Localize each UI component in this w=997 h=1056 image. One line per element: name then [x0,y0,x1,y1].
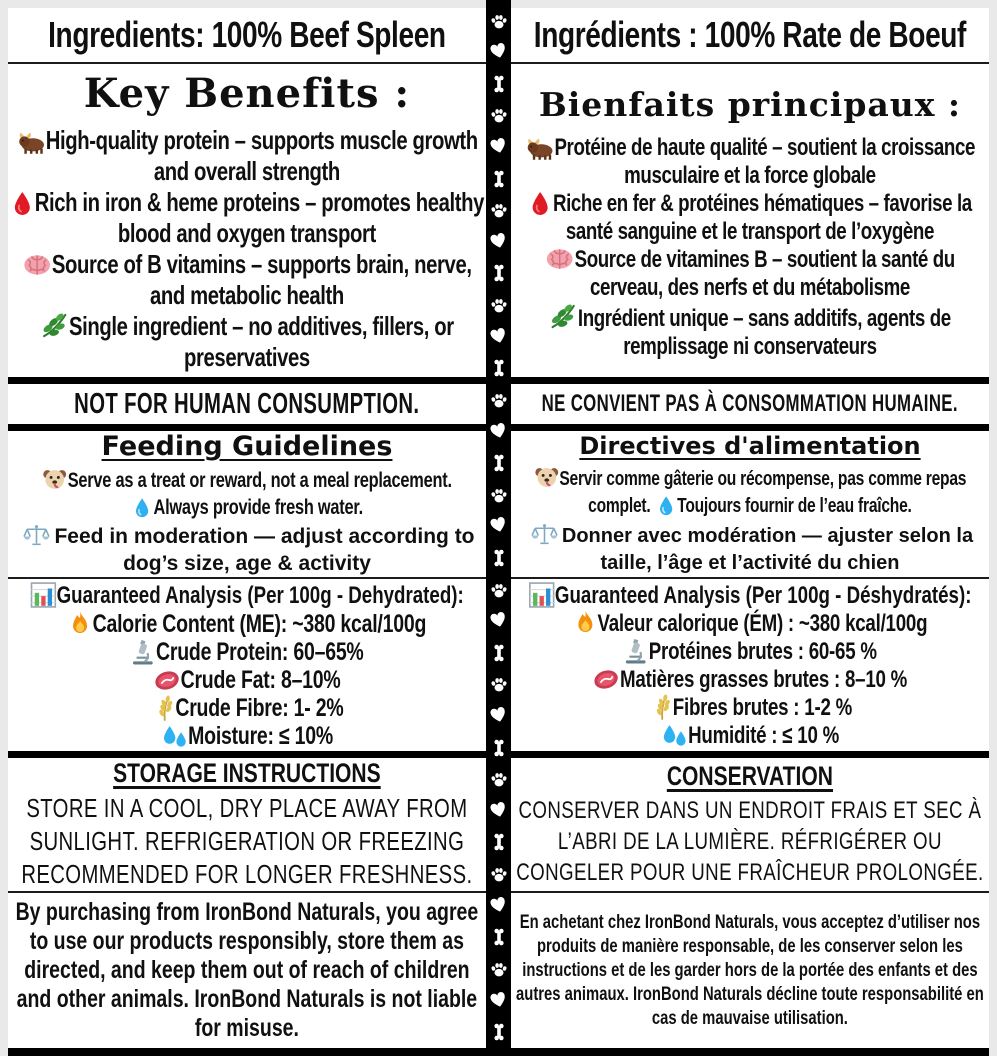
dog-icon [534,465,559,490]
fire-icon [573,610,597,636]
benefit-item [511,302,988,361]
feeding-text: Toujours fournir de l’eau fraîche. [677,494,912,517]
product-title-fr: Ingrédients : 100% Rate de Boeuf [533,14,967,55]
heart-icon [490,233,507,250]
benefit-item [8,311,485,373]
ox-icon [16,131,46,154]
feeding-text: Serve as a treat or reward, not a meal replacement. [67,469,452,492]
analysis-text: Humidité : ≤ 10 % [688,721,840,749]
analysis-item [8,722,485,750]
feeding-line [8,467,485,494]
analysis-heading-text: Guaranteed Analysis (Per 100g - Dehydrated): [56,581,464,609]
dog-icon [42,467,67,492]
benefit-text: Source of B vitamins – supports brain, nerve, and metabolic health [51,249,472,310]
section-feeding-fr [511,431,989,577]
storage-heading-fr: CONSERVATION [666,761,834,791]
benefit-item [511,134,988,190]
heart-icon [490,517,507,534]
benefit-text: High-quality protein – supports muscle growth and overall strength [45,125,478,186]
feeding-heading-en: Feeding Guidelines [101,431,393,462]
analysis-text: Fibres brutes : 1-2 % [672,693,853,721]
benefit-item [511,190,988,246]
benefit-text: Rich in iron & heme proteins – promotes healthy blood and oxygen transport [34,187,485,248]
analysis-text: Crude Fat: 8–10% [180,665,341,694]
heart-icon [490,802,507,819]
droplet-icon [132,496,153,519]
analysis-heading-text: Guaranteed Analysis (Per 100g - Déshydratés): [555,581,972,609]
benefit-item [511,246,988,302]
column-french [511,8,989,1056]
heart-icon [490,328,507,345]
section-divider-bar [8,377,486,384]
herb-icon [40,311,69,340]
heart-icon [490,897,507,914]
analysis-item [511,666,988,694]
section-disclaimer-en [8,893,486,1048]
benefit-text: Protéine de haute qualité – soutient la croissance musculaire et la force globale [554,133,976,189]
water-droplets-icon [161,724,188,749]
section-divider-bar [8,1048,486,1056]
divider-strip [486,0,511,1056]
section-warning-fr [511,384,989,424]
paw-icon [490,297,508,315]
heart-icon [490,43,507,60]
section-benefits-fr [511,64,989,377]
section-divider-bar [8,751,486,758]
benefit-text: Ingrédient unique – sans additifs, agents de remplissage ni conservateurs [577,304,951,360]
feeding-text: Always provide fresh water. [153,496,364,519]
paw-icon [490,582,508,600]
benefits-heading-fr: Bienfaits principaux : [538,84,962,124]
feeding-text: Servir comme gâterie ou récompense, pas comme repas complet. [559,467,967,517]
bone-icon [491,168,507,190]
bone-icon [491,73,507,95]
section-divider-bar [511,1048,989,1056]
analysis-text: Matières grasses brutes : 8–10 % [620,665,908,693]
benefit-text: Riche en fer & protéines hématiques – favorise la santé sanguine et le transport de l’oxygène [553,189,972,245]
section-divider-bar [511,377,989,384]
paw-icon [490,866,508,884]
paw-icon [490,392,508,410]
benefit-item [8,187,485,249]
heart-icon [490,612,507,629]
product-title-en: Ingredients: 100% Beef Spleen [48,14,446,55]
section-warning-en [8,384,486,424]
water-droplets-icon [661,723,688,748]
analysis-item [511,722,988,750]
storage-heading-en: STORAGE INSTRUCTIONS [113,758,381,788]
analysis-text: Crude Fibre: 1- 2% [175,693,344,722]
heart-icon [490,992,507,1009]
section-feeding-en [8,431,486,577]
wheat-icon [648,694,672,720]
benefit-item [8,249,485,311]
disclaimer-text-fr: En achetant chez IronBond Naturals, vous acceptez d’utiliser nos produits de manière responsable, de les conserver selon les instructions et de les garder hors de la portée des enfants et des autres animaux. IronBond Naturals décline toute responsabilité en cas de mauvaise utilisation. [516,911,984,1029]
heart-icon [490,423,507,440]
warning-text-en: NOT FOR HUMAN CONSUMPTION. [74,387,420,420]
feeding-line [8,494,485,521]
meat-icon [154,668,181,693]
section-storage-en [8,758,486,891]
section-title-en [8,8,486,62]
analysis-item [511,638,988,666]
paw-icon [490,13,508,31]
analysis-item [511,694,988,722]
brain-icon [22,252,52,278]
paw-icon [490,676,508,694]
analysis-item [8,610,485,638]
microscope-icon [624,639,649,664]
feeding-line [18,523,477,577]
brain-icon [545,246,575,272]
analysis-heading-fr [511,581,988,610]
analysis-text: Moisture: ≤ 10% [188,721,334,750]
bone-icon [491,357,507,379]
section-disclaimer-fr [511,893,989,1048]
bone-icon [491,926,507,948]
analysis-item [511,610,988,638]
feeding-text: Donner avec modération — ajuster selon la taille, l’âge et l’activité du chien [561,524,974,574]
feeding-text: Feed in moderation — adjust according to dog’s size, age & activity [54,525,475,575]
storage-body-en: STORE IN A COOL, DRY PLACE AWAY FROM SUNLIGHT. REFRIGERATION OR FREEZING RECOMMENDED FOR LONGER FRESHNESS. [21,793,473,889]
meat-icon [593,667,620,692]
analysis-text: Crude Protein: 60–65% [156,637,364,666]
feeding-line [521,522,980,577]
warning-text-fr: NE CONVIENT PAS À CONSOMMATION HUMAINE. [541,390,959,417]
section-storage-fr [511,758,989,891]
paw-icon [490,487,508,505]
bar-chart-icon [30,582,56,608]
heart-icon [490,707,507,724]
section-divider-bar [511,751,989,758]
analysis-item [8,666,485,694]
column-english [8,8,486,1056]
droplet-icon [655,494,676,517]
analysis-text: Calorie Content (ME): ~380 kcal/100g [92,609,427,638]
herb-icon [549,302,578,331]
feeding-heading-fr: Directives d'alimentation [579,431,921,460]
fire-icon [68,611,92,637]
section-analysis-fr [511,579,989,751]
benefits-heading-en: Key Benefits : [83,70,411,117]
analysis-item [8,638,485,666]
bone-icon [491,1021,507,1043]
disclaimer-text-en: By purchasing from IronBond Naturals, you agree to use our products responsibly, store them as directed, and keep them out of reach of children and other animals. IronBond Naturals is not liable for misuse. [15,898,479,1042]
benefit-item [8,125,485,187]
section-title-fr [511,8,989,62]
benefit-text: Single ingredient – no additives, fillers, or preservatives [69,311,454,372]
section-benefits-en [8,64,486,377]
feeding-line [511,465,988,520]
bone-icon [491,642,507,664]
section-divider-bar [511,424,989,431]
bone-icon [491,452,507,474]
section-divider-bar [8,424,486,431]
ox-icon [525,137,555,160]
blood-drop-icon [529,190,553,216]
bone-icon [491,547,507,569]
section-analysis-en [8,579,486,751]
paw-icon [490,107,508,125]
paw-icon [490,771,508,789]
scale-icon [531,522,558,547]
heart-icon [490,138,507,155]
analysis-text: Valeur calorique (ÉM) : ~380 kcal/100g [597,609,928,637]
scale-icon [23,523,50,548]
blood-drop-icon [10,190,34,216]
wheat-icon [151,695,175,721]
analysis-item [8,694,485,722]
analysis-text: Protéines brutes : 60-65 % [648,637,877,665]
benefit-text: Source de vitamines B – soutient la santé du cerveau, des nerfs et du métabolisme [574,245,955,301]
bone-icon [491,831,507,853]
paw-icon [490,202,508,220]
storage-body-fr: CONSERVER DANS UN ENDROIT FRAIS ET SEC À L’ABRI DE LA LUMIÈRE. RÉFRIGÉRER OU CONGELER POUR UNE FRAÎCHEUR PROLONGÉE. [516,797,984,886]
bar-chart-icon [529,582,555,608]
bone-icon [491,737,507,759]
paw-icon [490,961,508,979]
bone-icon [491,262,507,284]
microscope-icon [131,640,156,665]
analysis-heading-en [8,581,485,610]
